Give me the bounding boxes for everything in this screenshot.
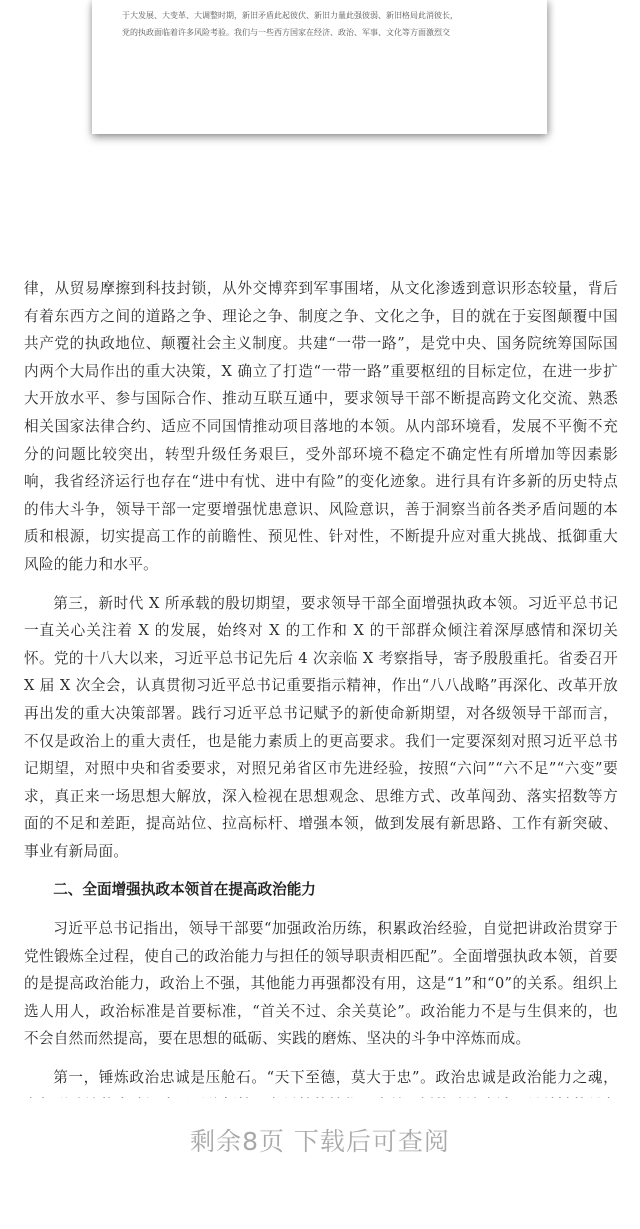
preview-line: 党的执政面临着许多风险考验。我们与一些西方国家在经济、政治、军事、文化等方面激烈交 xyxy=(122,28,450,37)
paragraph: 律，从贸易摩擦到科技封锁，从外交博弈到军事围堵，从文化渗透到意识形态较量，背后有着东西方之间的道路之争、理论之争、制度之争、文化之争，目的就在于妄图颠覆中国共产党的执政地位、颠覆社会主义制度。共建“一带一路”，是党中央、国务院统筹国际国内两个大局作出的重大决策，X 确立了打造“一带一路”重要枢纽的目标定位，在进一步扩大开放水平、参与国际合作、推动互联互通中，要求领导干部不断提高跨文化交流、熟悉相关国家法律合约、适应不同国情推动项目落地的本领。从内部环境看，发展不平衡不充分的问题比较突出，转型升级任务艰巨，受外部环境不稳定不确定性有所增加等因素影响，我省经济运行也存在“进中有忧、进中有险”的变化迹象。进行具有许多新的历史特点的伟大斗争，领导干部一定要增强忧患意识、风险意识，善于洞察当前各类矛盾问题的本质和根源，切实提高工作的前瞻性、预见性、针对性，不断提升应对重大挑战、抵御重大风险的能力和水平。 xyxy=(24,280,618,573)
preview-card xyxy=(92,0,547,134)
paragraph: 习近平总书记指出，领导干部要“加强政治历练，积累政治经验，自觉把讲政治贯穿于党性锻炼全过程，使自己的政治能力与担任的领导职责相匹配”。全面增强执政本领，首要的是提高政治能力，政治上不强，其他能力再强都没有用，这是“1”和“0”的关系。组织上选人用人，政治标准是首要标准，“首关不过、余关莫论”。政治能力不是与生俱来的，也不会自然而然提高，要在思想的砥砺、实践的磨炼、坚决的斗争中淬炼而成。 xyxy=(24,920,618,1048)
section-heading: 二、全面增强执政本领首在提高政治能力 xyxy=(53,881,316,899)
preview-line: 于大发展、大变革、大调整时期，新旧矛盾此起彼伏、新旧力量此强彼弱、新旧格局此消彼长， xyxy=(122,11,458,20)
document-body xyxy=(24,275,618,1147)
paragraph: 第一，锤炼政治忠诚是压舱石。“天下至德，莫大于忠”。政治忠诚是政治能力之魂， xyxy=(53,1069,618,1087)
download-prompt[interactable] xyxy=(0,1098,640,1229)
paragraph: 第三，新时代 X 所承载的殷切期望，要求领导干部全面增强执政本领。习近平总书记一直关心关注着 X 的发展，始终对 X 的工作和 X 的干部群众倾注着深厚感情和深切关怀。党的十八大以来，习近平总书记先后 4 次亲临 X 考察指导，寄予殷殷重托。省委召开 X 届 X 次全会，认真贯彻习近平总书记重要指示精神，作出“八八战略”再深化、改革开放再出发的重大决策部署。践行习近平总书记赋予的新使命新期望，对各级领导干部而言，不仅是政治上的重大责任，也是能力素质上的更高要求。我们一定要深刻对照习近平总书记期望，对照中央和省委要求，对照兄弟省区市先进经验，按照“六问”“六不足”“六变”要求，真正来一场思想大解放，深入检视在思想观念、思维方式、改革闯劲、落实招数等方面的不足和差距，提高站位、拉高标杆、增强本领，做到发展有新思路、工作有新突破、事业有新局面。 xyxy=(24,594,618,860)
download-prompt-label[interactable]: 剩余8页 下载后可查阅 xyxy=(190,1127,450,1156)
